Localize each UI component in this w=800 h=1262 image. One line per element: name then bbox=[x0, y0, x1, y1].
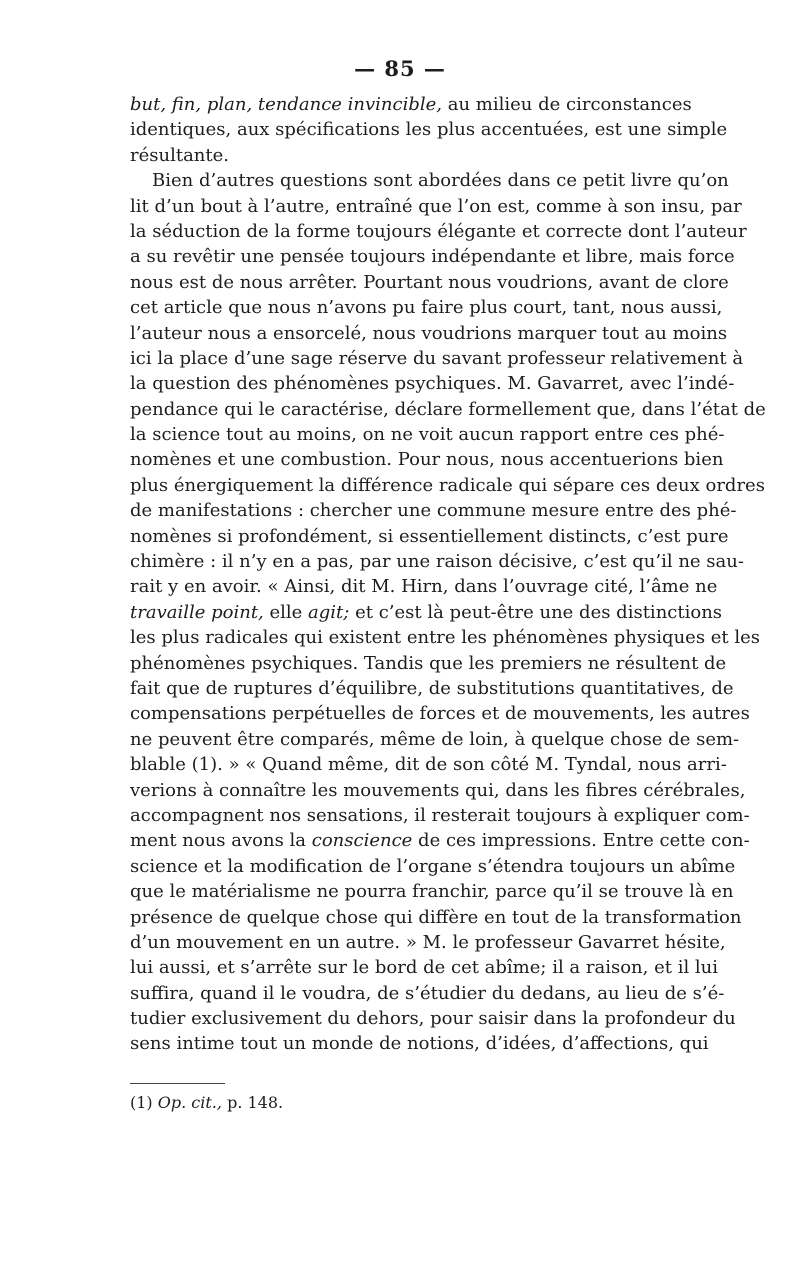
footnote-source: Op. cit., bbox=[157, 1093, 222, 1112]
text-line: chimère : il n’y en a pas, par une raison décisive, c’est qu’il ne sau- bbox=[130, 551, 744, 573]
text-line: suffira, quand il le voudra, de s’étudier du dedans, au lieu de s’é- bbox=[130, 982, 725, 1004]
text-line: ne peuvent être comparés, même de loin, à quelque chose de sem- bbox=[130, 728, 740, 750]
text-line: compensations perpétuelles de forces et de mouvements, les autres bbox=[130, 703, 750, 725]
text-line: science et la modification de l’organe s’étendra toujours un abîme bbox=[130, 855, 736, 877]
text-line: blable (1). » « Quand même, dit de son côté M. Tyndal, nous arri- bbox=[130, 754, 727, 776]
text-line: phénomènes psychiques. Tandis que les premiers ne résultent de bbox=[130, 652, 727, 674]
text-line: les plus radicales qui existent entre les phénomènes physiques et les bbox=[130, 627, 761, 649]
italic-text: travaille point, bbox=[130, 601, 264, 623]
text-line: résultante. bbox=[130, 144, 230, 166]
text-line: accompagnent nos sensations, il resterait toujours à expliquer com- bbox=[130, 804, 750, 826]
text-line: cet article que nous n’avons pu faire plus court, tant, nous aussi, bbox=[130, 297, 723, 319]
text-line: nous est de nous arrêter. Pourtant nous voudrions, avant de clore bbox=[130, 271, 729, 293]
footnote-page: p. 148. bbox=[227, 1093, 284, 1112]
text-line: l’auteur nous a ensorcelé, nous voudrions marquer tout au moins bbox=[130, 322, 728, 344]
text-line: rait y en avoir. « Ainsi, dit M. Hirn, dans l’ouvrage cité, l’âme ne bbox=[130, 576, 718, 598]
text-line: nomènes si profondément, si essentiellement distincts, c’est pure bbox=[130, 525, 729, 547]
text-line: identiques, aux spécifications les plus accentuées, est une simple bbox=[130, 119, 728, 141]
text-line: présence de quelque chose qui diffère en tout de la transformation bbox=[130, 906, 742, 928]
text-line: de manifestations : chercher une commune mesure entre des phé- bbox=[130, 500, 737, 522]
footnote-marker: (1) bbox=[130, 1093, 153, 1112]
text-line: lui aussi, et s’arrête sur le bord de cet abîme; il a raison, et il lui bbox=[130, 957, 719, 979]
text-line: fait que de ruptures d’équilibre, de substitutions quantitatives, de bbox=[130, 677, 734, 699]
text-line: verions à connaître les mouvements qui, dans les fibres cérébrales, bbox=[130, 779, 746, 801]
text-line: ici la place d’une sage réserve du savant professeur relativement à bbox=[130, 347, 744, 369]
italic-text: agit; bbox=[308, 601, 350, 623]
text-line: sens intime tout un monde de notions, d’idées, d’affections, qui bbox=[130, 1033, 709, 1055]
text-line: nomènes et une combustion. Pour nous, nous accentuerions bien bbox=[130, 449, 724, 471]
text-line: but, fin, plan, tendance invincible, au milieu de circonstances bbox=[130, 94, 692, 115]
text-line: travaille point, elle agit; et c’est là peut-être une des distinctions bbox=[130, 601, 723, 623]
text-line: la question des phénomènes psychiques. M. Gavarret, avec l’indé- bbox=[130, 373, 735, 395]
footnote-divider bbox=[130, 1083, 225, 1084]
text-line: plus énergiquement la différence radicale qui sépare ces deux ordres bbox=[130, 474, 765, 496]
footnote bbox=[130, 1093, 283, 1112]
text-line: Bien d’autres questions sont abordées dans ce petit livre qu’on bbox=[152, 170, 729, 192]
text-line: que le matérialisme ne pourra franchir, parce qu’il se trouve là en bbox=[130, 881, 734, 903]
text-line: la séduction de la forme toujours élégante et correcte dont l’auteur bbox=[130, 220, 747, 242]
text-line: lit d’un bout à l’autre, entraîné que l’on est, comme à son insu, par bbox=[130, 195, 742, 217]
text-line: ment nous avons la conscience de ces impressions. Entre cette con- bbox=[130, 830, 750, 852]
text-line: la science tout au moins, on ne voit aucun rapport entre ces phé- bbox=[130, 424, 725, 446]
body-text bbox=[130, 92, 766, 1057]
text-line: tudier exclusivement du dehors, pour saisir dans la profondeur du bbox=[130, 1008, 736, 1030]
text-line: pendance qui le caractérise, déclare formellement que, dans l’état de bbox=[130, 398, 766, 420]
page-number: — 85 — bbox=[354, 56, 446, 81]
text-line: d’un mouvement en un autre. » M. le professeur Gavarret hésite, bbox=[130, 931, 726, 953]
italic-text: but, fin, plan, tendance invincible, bbox=[130, 94, 443, 115]
italic-text: conscience bbox=[311, 830, 413, 852]
text-line: a su revêtir une pensée toujours indépendante et libre, mais force bbox=[130, 246, 735, 268]
